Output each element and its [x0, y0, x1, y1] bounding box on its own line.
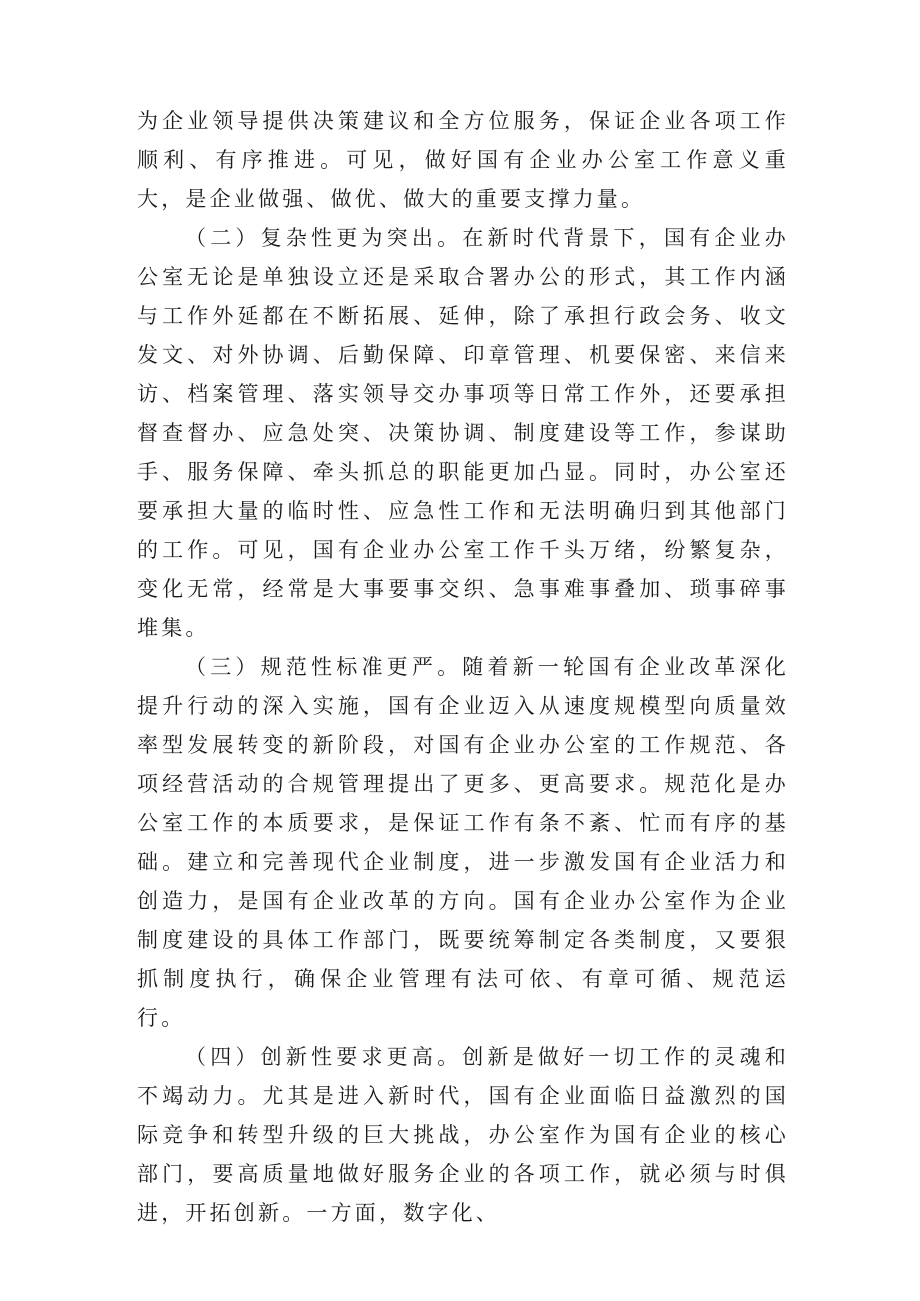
document-body	[137, 102, 789, 1233]
paragraph-innovation: （四）创新性要求更高。创新是做好一切工作的灵魂和不竭动力。尤其是进入新时代，国有企业面临日益激烈的国际竞争和转型升级的巨大挑战，办公室作为国有企业的核心部门，要高质量地做好服务企业的各项工作，就必须与时俱进，开拓创新。一方面，数字化、	[137, 1045, 789, 1225]
paragraph-continued: 为企业领导提供决策建议和全方位服务，保证企业各项工作顺利、有序推进。可见，做好国有企业办公室工作意义重大，是企业做强、做优、做大的重要支撑力量。	[137, 109, 789, 211]
paragraph-complexity: （二）复杂性更为突出。在新时代背景下，国有企业办公室无论是单独设立还是采取合署办公的形式，其工作内涵与工作外延都在不断拓展、延伸，除了承担行政会务、收文发文、对外协调、后勤保障、印章管理、机要保密、来信来访、档案管理、落实领导交办事项等日常工作外，还要承担督查督办、应急处突、决策协调、制度建设等工作，参谋助手、服务保障、牵头抓总的职能更加凸显。同时，办公室还要承担大量的临时性、应急性工作和无法明确归到其他部门的工作。可见，国有企业办公室工作千头万绪，纷繁复杂，变化无常，经常是大事要事交织、急事难事叠加、琐事碎事堆集。	[137, 226, 789, 640]
paragraph-standardization: （三）规范性标准更严。随着新一轮国有企业改革深化提升行动的深入实施，国有企业迈入从速度规模型向质量效率型发展转变的新阶段，对国有企业办公室的工作规范、各项经营活动的合规管理提出了更多、更高要求。规范化是办公室工作的本质要求，是保证工作有条不紊、忙而有序的基础。建立和完善现代企业制度，进一步激发国有企业活力和创造力，是国有企业改革的方向。国有企业办公室作为企业制度建设的具体工作部门，既要统筹制定各类制度，又要狠抓制度执行，确保企业管理有法可依、有章可循、规范运行。	[137, 655, 789, 1030]
